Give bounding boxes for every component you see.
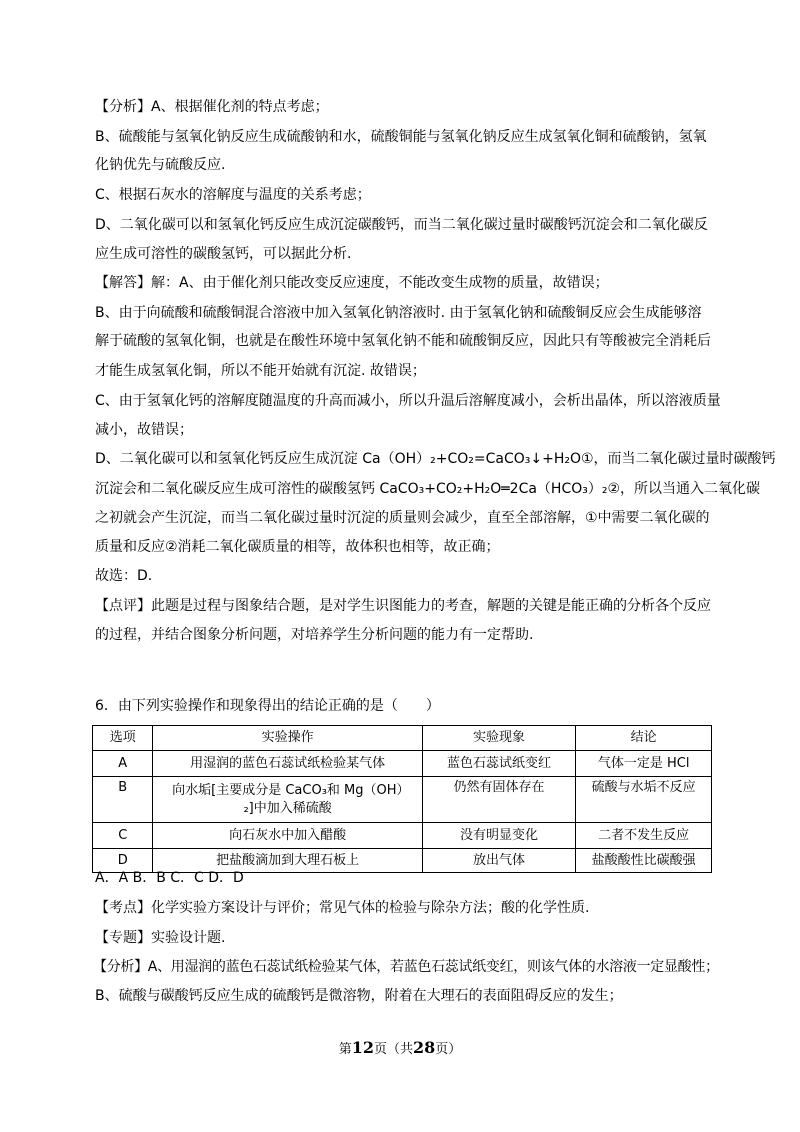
- table-row: [93, 777, 712, 823]
- text-line: 【点评】此题是过程与图象结合题，是对学生识图能力的考查，解题的关键是能正确的分析各个反应: [95, 598, 711, 614]
- option-cell: B: [93, 777, 153, 823]
- phenomenon-cell: 放出气体: [422, 849, 576, 873]
- text-line: 质量和反应②消耗二氧化碳质量的相等，故体积也相等，故正确；: [95, 539, 500, 555]
- text-line: C、根据石灰水的溶解度与温度的关系考虑；: [95, 187, 371, 203]
- footer-total-pages: 28: [413, 1038, 436, 1057]
- text-line: 【考点】化学实验方案设计与评价；常见气体的检验与除杂方法；酸的化学性质.: [95, 900, 590, 916]
- footer-prefix: 第: [338, 1042, 352, 1057]
- operation-cell: 把盐酸滴加到大理石板上: [153, 849, 422, 873]
- table-header: 选项: [93, 726, 153, 751]
- text-line: B、硫酸能与氢氧化钠反应生成硫酸钠和水，硫酸铜能与氢氧化钠反应生成氢氧化铜和硫酸钠，氢氧: [95, 129, 707, 145]
- text-line: C、由于氢氧化钙的溶解度随温度的升高而减小，所以升温后溶解度减小，会析出晶体，所以溶液质量: [95, 393, 721, 409]
- operation-cell: 向石灰水中加入醋酸: [153, 823, 422, 849]
- experiment-table: [92, 725, 712, 873]
- text-line: 【解答】解：A、由于催化剂只能改变反应速度，不能改变生成物的质量，故错误；: [95, 275, 609, 291]
- table-header-row: [93, 726, 712, 751]
- phenomenon-cell: 没有明显变化: [422, 823, 576, 849]
- table-header: 实验现象: [422, 726, 576, 751]
- conclusion-cell: 盐酸酸性比碳酸强: [576, 849, 712, 873]
- text-line: D、二氧化碳可以和氢氧化钙反应生成沉淀碳酸钙，而当二氧化碳过量时碳酸钙沉淀会和二氧化碳反: [95, 217, 708, 233]
- text-line: 【分析】A、根据催化剂的特点考虑；: [95, 99, 329, 115]
- option-cell: C: [93, 823, 153, 849]
- text-line: 之初就会产生沉淀，而当二氧化碳过量时沉淀的质量则会减少，直至全部溶解，①中需要二氧化碳的: [95, 510, 710, 526]
- option-cell: D: [93, 849, 153, 873]
- text-line: 才能生成氢氧化铜，所以不能开始就有沉淀. 故错误；: [95, 363, 426, 379]
- text-line: B、由于向硫酸和硫酸铜混合溶液中加入氢氧化钠溶液时. 由于氢氧化钠和硫酸铜反应会生成能够溶: [95, 305, 702, 321]
- text-line: 沉淀会和二氧化碳反应生成可溶性的碳酸氢钙 CaCO₃+CO₂+H₂O═2Ca（HCO₃）₂②，所以当通入二氧化碳: [95, 481, 761, 497]
- conclusion-cell: 二者不发生反应: [576, 823, 712, 849]
- text-line: 【分析】A、用湿润的蓝色石蕊试纸检验某气体，若蓝色石蕊试纸变红，则该气体的水溶液一定显酸性；: [93, 959, 719, 975]
- text-line: 的过程，并结合图象分析问题，对培养学生分析问题的能力有一定帮助.: [95, 627, 534, 643]
- table-row: [93, 751, 712, 777]
- phenomenon-cell: 蓝色石蕊试纸变红: [422, 751, 576, 777]
- footer-suffix: 页）: [435, 1042, 462, 1057]
- text-line: 应生成可溶性的碳酸氢钙，可以据此分析.: [95, 246, 352, 262]
- table-header: 实验操作: [153, 726, 422, 751]
- operation-cell: 用湿润的蓝色石蕊试纸检验某气体: [153, 751, 422, 777]
- answer-choices: A．A B．B C．C D．D: [95, 870, 244, 886]
- operation-cell: 向水垢[主要成分是 CaCO₃和 Mg（OH）₂]中加入稀硫酸: [153, 777, 422, 823]
- phenomenon-cell: 仍然有固体存在: [422, 777, 576, 823]
- text-line: 化钠优先与硫酸反应.: [95, 157, 226, 173]
- text-line: B、硫酸与碳酸钙反应生成的硫酸钙是微溶物，附着在大理石的表面阻碍反应的发生；: [95, 988, 623, 1004]
- text-line: 解于硫酸的氢氧化铜，也就是在酸性环境中氢氧化钠不能和硫酸铜反应，因此只有等酸被完全消耗后: [95, 333, 711, 349]
- conclusion-cell: 硫酸与水垢不反应: [576, 777, 712, 823]
- page-footer: [0, 1038, 800, 1057]
- text-line: 减小，故错误；: [95, 422, 193, 438]
- text-line: 故选：D.: [95, 568, 153, 584]
- conclusion-cell: 气体一定是 HCl: [576, 751, 712, 777]
- footer-mid: 页（共: [373, 1042, 413, 1057]
- text-line: 【专题】实验设计题.: [95, 930, 226, 946]
- option-cell: A: [93, 751, 153, 777]
- table-row: [93, 823, 712, 849]
- question-stem: 6．由下列实验操作和现象得出的结论正确的是（ ）: [95, 698, 440, 714]
- footer-page-number: 12: [351, 1038, 374, 1057]
- table-header: 结论: [576, 726, 712, 751]
- text-line: D、二氧化碳可以和氢氧化钙反应生成沉淀 Ca（OH）₂+CO₂=CaCO₃↓+H₂O①，而当二氧化碳过量时碳酸钙: [95, 451, 776, 467]
